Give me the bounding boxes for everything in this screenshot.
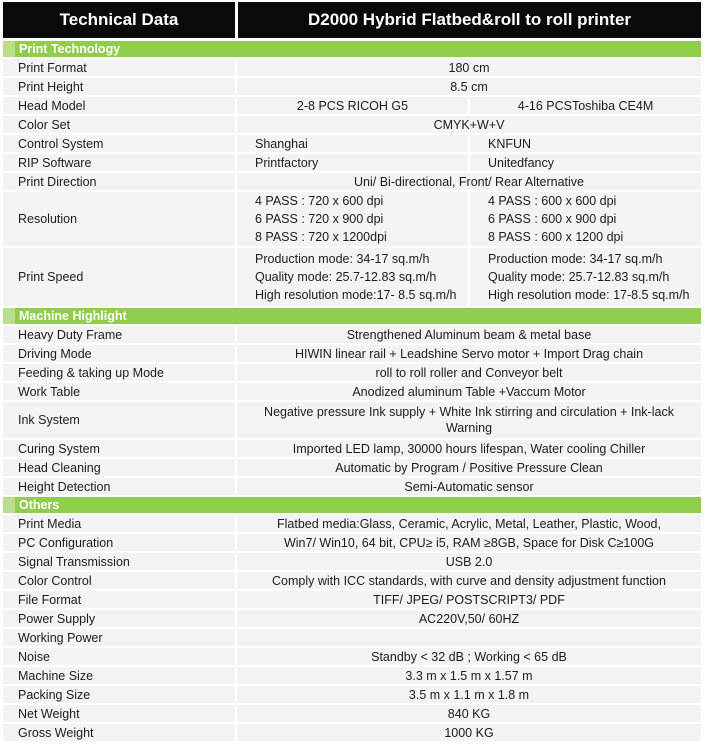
row-label: Head Cleaning bbox=[3, 459, 235, 476]
speed-line: High resolution mode: 17-8.5 sq.m/h bbox=[488, 288, 690, 302]
row-value: 3.3 m x 1.5 m x 1.57 m bbox=[237, 667, 701, 684]
row-value: 8.5 cm bbox=[237, 78, 701, 95]
resolution-line: 4 PASS : 600 x 600 dpi bbox=[488, 194, 617, 208]
row-label: Net Weight bbox=[3, 705, 235, 722]
table-row bbox=[3, 440, 701, 457]
row-label: Print Height bbox=[3, 78, 235, 95]
table-row bbox=[3, 326, 701, 343]
table-row bbox=[3, 667, 701, 684]
row-label: Noise bbox=[3, 648, 235, 665]
row-value: Standby < 32 dB ; Working < 65 dB bbox=[237, 648, 701, 665]
table-row bbox=[3, 591, 701, 608]
table-row bbox=[3, 59, 701, 76]
row-value: 840 KG bbox=[237, 705, 701, 722]
row-value: Strengthened Aluminum beam & metal base bbox=[237, 326, 701, 343]
row-label: Head Model bbox=[3, 97, 235, 114]
row-label: Signal Transmission bbox=[3, 553, 235, 570]
row-label: Ink System bbox=[3, 402, 235, 438]
row-label: Print Speed bbox=[3, 248, 235, 306]
section-header-others bbox=[3, 497, 701, 513]
row-value-right bbox=[470, 248, 701, 306]
resolution-line: 6 PASS : 600 x 900 dpi bbox=[488, 212, 617, 226]
row-label: Resolution bbox=[3, 192, 235, 246]
row-label: Heavy Duty Frame bbox=[3, 326, 235, 343]
table-row bbox=[3, 154, 701, 171]
speed-line: Quality mode: 25.7-12.83 sq.m/h bbox=[255, 270, 437, 284]
row-value-left bbox=[237, 248, 468, 306]
table-row bbox=[3, 364, 701, 381]
row-label: Height Detection bbox=[3, 478, 235, 495]
row-label: Curing System bbox=[3, 440, 235, 457]
row-value-left bbox=[237, 192, 468, 246]
table-row bbox=[3, 515, 701, 532]
row-value-left: Shanghai bbox=[237, 135, 468, 152]
row-label: Color Control bbox=[3, 572, 235, 589]
row-value: roll to roll roller and Conveyor belt bbox=[237, 364, 701, 381]
row-value-right: Unitedfancy bbox=[470, 154, 701, 171]
row-label: Print Media bbox=[3, 515, 235, 532]
title-right: D2000 Hybrid Flatbed&roll to roll printer bbox=[238, 2, 701, 38]
row-value: 3.5 m x 1.1 m x 1.8 m bbox=[237, 686, 701, 703]
section-header-machine-highlight bbox=[3, 308, 701, 324]
row-label: Working Power bbox=[3, 629, 235, 646]
table-row bbox=[3, 724, 701, 741]
row-label: Print Format bbox=[3, 59, 235, 76]
table-row bbox=[3, 534, 701, 551]
section-accent-strip bbox=[3, 497, 15, 513]
table-row bbox=[3, 383, 701, 400]
title-bar bbox=[3, 2, 701, 38]
speed-line: Production mode: 34-17 sq.m/h bbox=[255, 252, 430, 266]
speed-line: High resolution mode:17- 8.5 sq.m/h bbox=[255, 288, 457, 302]
row-value: Comply with ICC standards, with curve and density adjustment function bbox=[237, 572, 701, 589]
table-row bbox=[3, 135, 701, 152]
section-header-print-technology bbox=[3, 41, 701, 57]
title-left: Technical Data bbox=[3, 2, 235, 38]
row-value: USB 2.0 bbox=[237, 553, 701, 570]
table-row-ink-system bbox=[3, 402, 701, 438]
row-label: Print Direction bbox=[3, 173, 235, 190]
table-row bbox=[3, 97, 701, 114]
row-label: Color Set bbox=[3, 116, 235, 133]
resolution-line: 6 PASS : 720 x 900 dpi bbox=[255, 212, 384, 226]
table-row bbox=[3, 572, 701, 589]
row-value-left: Printfactory bbox=[237, 154, 468, 171]
table-row bbox=[3, 553, 701, 570]
table-row bbox=[3, 345, 701, 362]
row-value-right: 4-16 PCSToshiba CE4M bbox=[470, 97, 701, 114]
row-value: Flatbed media:Glass, Ceramic, Acrylic, Metal, Leather, Plastic, Wood, bbox=[237, 515, 701, 532]
row-value: HIWIN linear rail + Leadshine Servo motor + Import Drag chain bbox=[237, 345, 701, 362]
speed-line: Quality mode: 25.7-12.83 sq.m/h bbox=[488, 270, 670, 284]
table-row bbox=[3, 478, 701, 495]
row-value bbox=[237, 629, 701, 646]
row-value: TIFF/ JPEG/ POSTSCRIPT3/ PDF bbox=[237, 591, 701, 608]
row-value-right: KNFUN bbox=[470, 135, 701, 152]
row-label: Packing Size bbox=[3, 686, 235, 703]
table-row bbox=[3, 78, 701, 95]
row-value: 180 cm bbox=[237, 59, 701, 76]
row-value: AC220V,50/ 60HZ bbox=[237, 610, 701, 627]
table-row bbox=[3, 459, 701, 476]
row-value: Semi-Automatic sensor bbox=[237, 478, 701, 495]
table-row bbox=[3, 629, 701, 646]
row-label: Work Table bbox=[3, 383, 235, 400]
row-value: Imported LED lamp, 30000 hours lifespan, Water cooling Chiller bbox=[237, 440, 701, 457]
table-row-resolution bbox=[3, 192, 701, 246]
resolution-line: 8 PASS : 600 x 1200 dpi bbox=[488, 230, 624, 244]
row-label: Machine Size bbox=[3, 667, 235, 684]
table-row bbox=[3, 173, 701, 190]
table-row bbox=[3, 648, 701, 665]
row-label: RIP Software bbox=[3, 154, 235, 171]
row-label: Feeding & taking up Mode bbox=[3, 364, 235, 381]
row-value: 1000 KG bbox=[237, 724, 701, 741]
row-label: File Format bbox=[3, 591, 235, 608]
table-row bbox=[3, 610, 701, 627]
row-value-left: 2-8 PCS RICOH G5 bbox=[237, 97, 468, 114]
row-label: Gross Weight bbox=[3, 724, 235, 741]
row-value-right bbox=[470, 192, 701, 246]
row-value: Win7/ Win10, 64 bit, CPU≥ i5, RAM ≥8GB, Space for Disk C≥100G bbox=[237, 534, 701, 551]
row-value: CMYK+W+V bbox=[237, 116, 701, 133]
row-label: PC Configuration bbox=[3, 534, 235, 551]
row-value: Uni/ Bi-directional, Front/ Rear Alternative bbox=[237, 173, 701, 190]
table-row bbox=[3, 116, 701, 133]
resolution-line: 4 PASS : 720 x 600 dpi bbox=[255, 194, 384, 208]
row-value: Anodized aluminum Table +Vaccum Motor bbox=[237, 383, 701, 400]
table-row-print-speed bbox=[3, 248, 701, 306]
resolution-line: 8 PASS : 720 x 1200dpi bbox=[255, 230, 387, 244]
section-accent-strip bbox=[3, 308, 15, 324]
row-value: Negative pressure Ink supply + White Ink stirring and circulation + Ink-lack Warning bbox=[237, 402, 701, 438]
section-title: Others bbox=[15, 497, 701, 513]
table-row bbox=[3, 686, 701, 703]
row-label: Driving Mode bbox=[3, 345, 235, 362]
row-label: Power Supply bbox=[3, 610, 235, 627]
table-row bbox=[3, 705, 701, 722]
row-label: Control System bbox=[3, 135, 235, 152]
section-title: Machine Highlight bbox=[15, 308, 701, 324]
section-accent-strip bbox=[3, 41, 15, 57]
row-value: Automatic by Program / Positive Pressure Clean bbox=[237, 459, 701, 476]
section-title: Print Technology bbox=[15, 41, 701, 57]
speed-line: Production mode: 34-17 sq.m/h bbox=[488, 252, 663, 266]
